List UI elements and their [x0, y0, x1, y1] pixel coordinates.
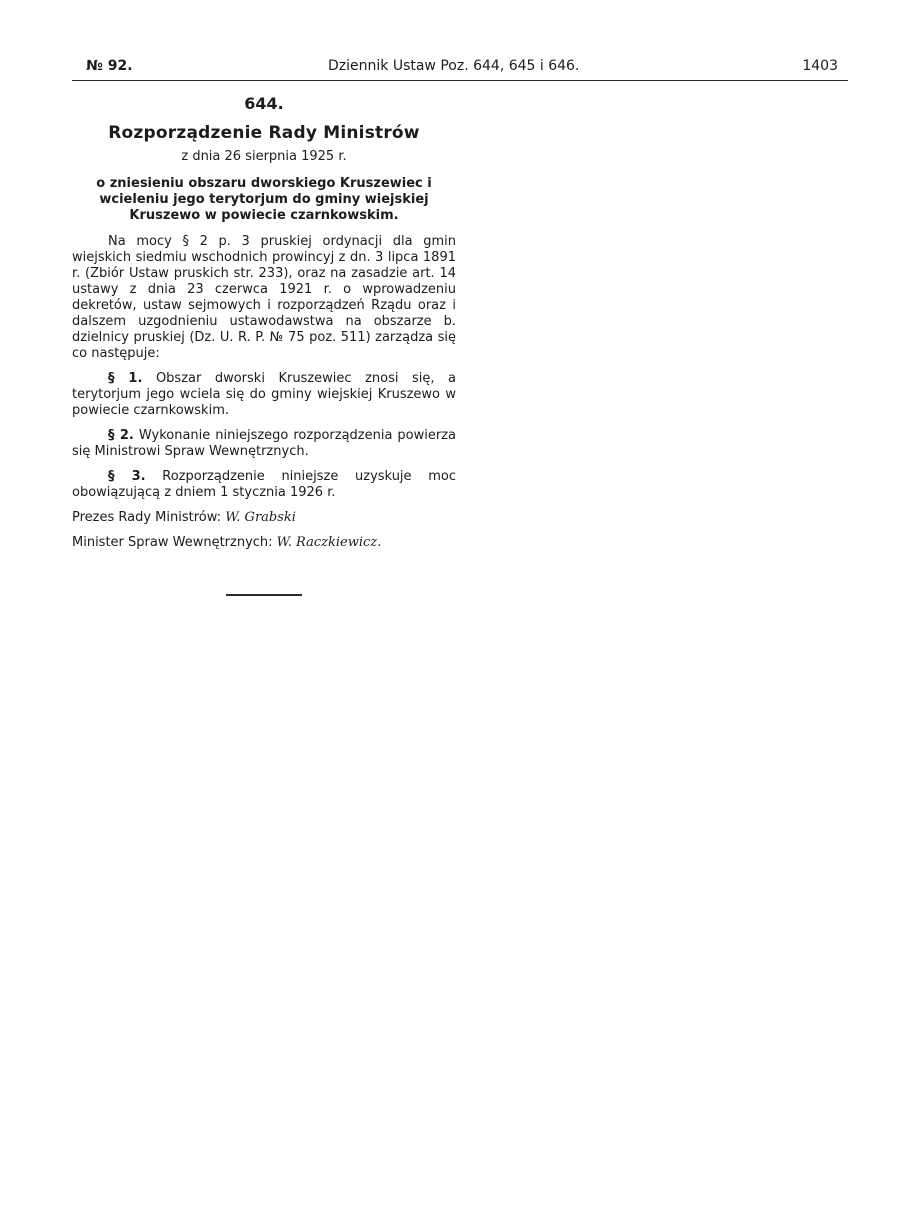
- document-number: 644.: [244, 94, 284, 113]
- section-text: Obszar dworski Kruszewiec znosi się, a terytorjum jego wciela się do gminy wiejskiej Kruszewo w powiecie czarnkowskim.: [72, 371, 456, 418]
- signature-name: W. Raczkiewicz.: [276, 535, 382, 550]
- document-date: z dnia 26 sierpnia 1925 r.: [181, 149, 347, 164]
- signature-role: Prezes Rady Ministrów:: [72, 510, 222, 525]
- page-header: [72, 58, 840, 80]
- section-label: § 2.: [108, 428, 134, 443]
- signature-role: Minister Spraw Wewnętrznych:: [72, 535, 273, 550]
- journal-title: Dziennik Ustaw Poz. 644, 645 i 646.: [328, 58, 580, 74]
- signature-line-prime-minister: [72, 510, 456, 526]
- section-label: § 1.: [108, 371, 143, 386]
- end-divider: [226, 594, 302, 596]
- section-paragraph-1: [72, 371, 456, 419]
- page-number: 1403: [802, 58, 838, 74]
- section-paragraph-3: [72, 469, 456, 501]
- document-heading: Rozporządzenie Rady Ministrów: [108, 123, 420, 143]
- preamble-paragraph: Na mocy § 2 p. 3 pruskiej ordynacji dla gmin wiejskich siedmiu wschodnich prowincyj z dn. 3 lipca 1891 r. (Zbiór Ustaw pruskich str. 233), oraz na zasadzie art. 14 ustawy z dnia 23 czerwca 1921 r. o wprowadzeniu dekretów, ustaw sejmowych i rozporządzeń Rządu oraz i dalszem uzgodnieniu ustawodawstwa na obszarze b. dzielnicy pruskiej (Dz. U. R. P. № 75 poz. 511) zarządza się co następuje:: [72, 234, 456, 361]
- issue-number: № 92.: [86, 58, 133, 74]
- signature-line-interior-minister: [72, 535, 456, 551]
- document-column: [72, 94, 456, 560]
- header-rule: [72, 80, 848, 81]
- section-paragraph-2: [72, 428, 456, 460]
- section-label: § 3.: [108, 469, 146, 484]
- document-subject: o zniesieniu obszaru dworskiego Kruszewiec i wcieleniu jego terytorjum do gminy wiejskiej Kruszewo w powiecie czarnkowskim.: [96, 176, 432, 223]
- section-text: Rozporządzenie niniejsze uzyskuje moc obowiązującą z dniem 1 stycznia 1926 r.: [72, 469, 456, 500]
- signature-name: W. Grabski: [225, 510, 296, 525]
- section-text: Wykonanie niniejszego rozporządzenia powierza się Ministrowi Spraw Wewnętrznych.: [72, 428, 456, 459]
